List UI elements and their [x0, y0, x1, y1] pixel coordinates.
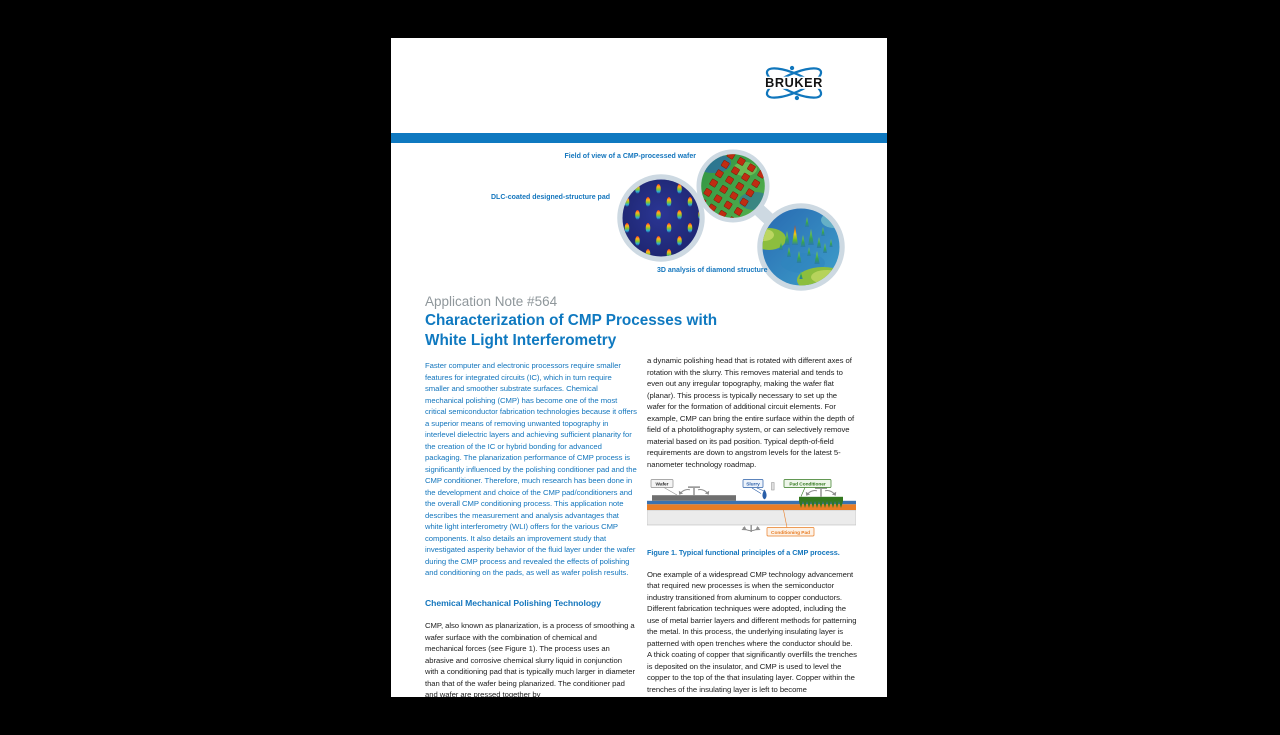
hero-label-pad: DLC-coated designed-structure pad	[490, 194, 610, 201]
right-column	[647, 355, 857, 695]
left-body-paragraph: CMP, also known as planarization, is a process of smoothing a wafer surface with the combination of chemical and mechanical forces (see Figure 1). The process uses an abrasive and corrosive chemical slurry liquid in conjunction with a conditioning pad that is typically much larger in diameter than that of the wafer being planarized. The conditioner pad and wafer are pressed together by	[425, 621, 635, 699]
page-kicker: Application Note #564	[425, 294, 558, 309]
page-title-line2: White Light Interferometry	[425, 331, 617, 349]
right-paragraph-2: One example of a widespread CMP technology advancement that required new processes is when the semiconductor industry transitioned from aluminum to copper conductors. Different fabrication techniques were adopted, including the use of metal barrier layers and different methods for patterning the metal. In this process, the underlying insulating layer is patterned with open trenches where the conductor should be. A thick coating of copper that significantly overfills the trenches is deposited on the insulator, and CMP is used to level the copper to the top of the that insulating layer. Copper within the trenches of the insulating layer is left to become	[647, 569, 857, 694]
brand-logo-text: BRUKER	[765, 75, 823, 90]
cmp-process-diagram	[647, 479, 856, 539]
diagram-wafer-bar	[652, 495, 736, 501]
header-rule	[391, 133, 887, 143]
page-title	[425, 311, 717, 350]
left-column	[425, 360, 637, 701]
intro-paragraph: Faster computer and electronic processors require smaller features for integrated circuits (IC), which in turn require smaller and smoother substrate surfaces. Chemical mechanical polishing (CMP) has become one of the most critical semiconductor fabrication technologies because it offers a superior means of removing unwanted topography in interlevel dielectric layers and achieving sufficient planarity for the creation of the IC or hybrid bonding for advanced packaging. The planarization performance of CMP process is significantly influenced by the polishing conditioner pad and the CMP conditioner. Therefore, much research has been done in the development and choice of the CMP pad/conditioners and the overall CMP conditioning process. This application note describes the measurement and analysis advantages that white light interferometry (WLI) offers for the various CMP components. It also details an improvement study that investigated asperity behavior of the fluid layer under the wafer during the CMP process and revealed the effects of polishing and conditioning on the pads, as well as wafer polish results.	[425, 361, 637, 577]
hero-label-wafer: Field of view of a CMP-processed wafer	[564, 153, 696, 160]
figure-label-slurry: Slurry	[746, 482, 760, 488]
diagram-slurry-droplet	[762, 490, 766, 500]
document-page	[391, 38, 887, 697]
figure-label-wafer: Wafer	[655, 482, 669, 488]
right-paragraph-1: a dynamic polishing head that is rotated with different axes of rotation with the slurry. This removes material and tends to even out any irregular topography, making the wafer flat (planar). This process is typically necessary to set up the wafer for the formation of additional circuit elements. For example, CMP can bring the entire surface within the depth of field of a photolithography system, or can selectively remove material based on its pad position. Typical depth-of-field requirements are down to angstrom levels for the latest 5-nanometer technology roadmap.	[647, 356, 855, 469]
page-title-line1: Characterization of CMP Processes with	[425, 312, 718, 329]
diagram-pad-slab	[647, 510, 856, 525]
section-heading: Chemical Mechanical Polishing Technology	[425, 597, 601, 608]
diagram-pad-conditioner	[799, 497, 843, 502]
figure-label-conditioning-pad: Conditioning Pad	[771, 530, 810, 536]
bruker-logo-icon	[753, 60, 835, 106]
figure-caption: Figure 1. Typical functional principles of a CMP process.	[647, 547, 840, 557]
hero-label-diamond: 3D analysis of diamond structure	[657, 267, 768, 274]
figure-1	[647, 479, 857, 557]
diagram-slurry-nozzle	[772, 483, 775, 491]
figure-label-pad-conditioner: Pad Conditioner	[789, 482, 826, 488]
